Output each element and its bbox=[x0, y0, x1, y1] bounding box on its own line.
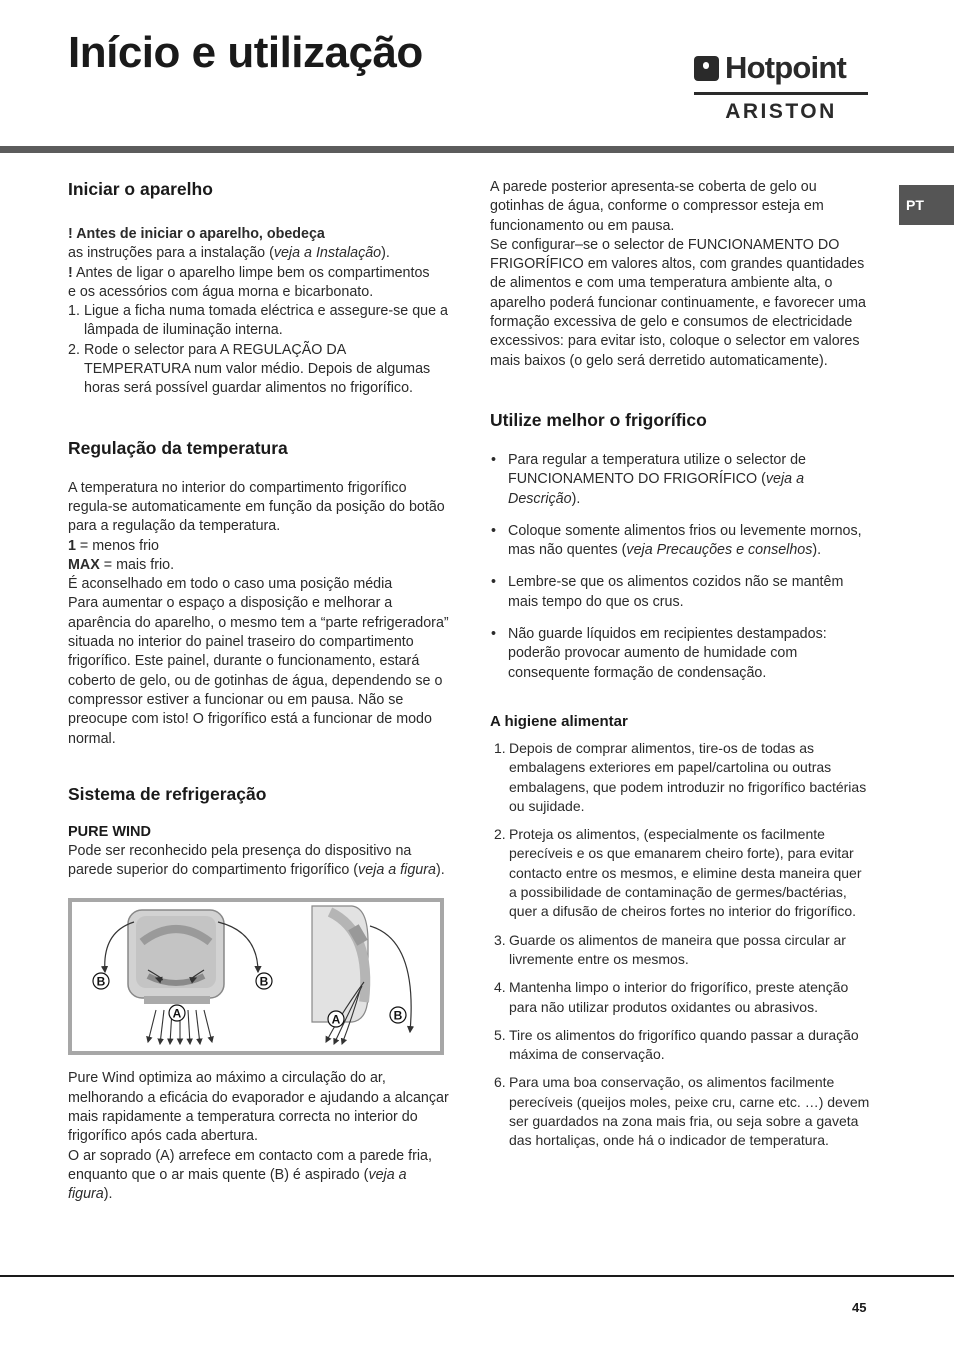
airflow-diagram bbox=[72, 902, 440, 1051]
back-wall-paragraph: A parede posterior apresenta-se coberta de gelo ou gotinhas de água, conforme o compressor esteja em funcionamento ou em pausa. bbox=[490, 179, 824, 234]
warning-2-line2: e os acessórios com água morna e bicarbonato. bbox=[68, 283, 374, 300]
item-text: Depois de comprar alimentos, tire-os de todas as embalagens exteriores em papel/cartolina ou outras embalagens, que podem introduzir no frigorífico bactérias ou sujidade. bbox=[509, 739, 867, 814]
pure-wind-intro-ref: veja a figura bbox=[358, 862, 436, 879]
setting-min-key: 1 bbox=[68, 537, 76, 554]
list-item bbox=[490, 1026, 870, 1065]
pure-wind-intro-text: Pode ser reconhecido pela presença do dispositivo na parede superior do compartimento frigorífico ( bbox=[68, 842, 412, 879]
label-a-front: A bbox=[172, 1006, 182, 1021]
step-text: Ligue a ficha numa tomada eléctrica e assegure-se que a lâmpada de iluminação interna. bbox=[84, 303, 448, 339]
selector-paragraph: Se configurar–se o selector de FUNCIONAMENTO DO FRIGORÍFICO em valores altos, com grandes quantidades de alimentos e com uma temperatura ambiente alta, o aparelho poderá funcionar continuamente, e favorecer uma formação excessiva de gelo e consumos de electricidade excessivos: para evitar isto, coloque o selector em valores mais baixos (o gelo será derretido automaticamente). bbox=[490, 236, 866, 369]
list-item bbox=[68, 341, 450, 399]
warning-1 bbox=[68, 225, 450, 264]
tip-ref: veja a Descrição bbox=[508, 471, 805, 507]
list-item bbox=[490, 573, 870, 612]
warning-2-mark: ! bbox=[68, 264, 73, 281]
temperature-paragraph: A temperatura no interior do compartimento frigorífico regula-se automaticamente em função da posição do botão para a regulação da temperatura. bbox=[68, 479, 445, 535]
item-text: Proteja os alimentos, (especialmente os facilmente perecíveis e os que emanarem cheiro forte), para evitar contacto entre os mesmos, e elimine desta maneira quer a possibilidade de contaminação de germes/bactérias, quer a difusão de cheiros fortes no interior do frigorífico. bbox=[509, 826, 862, 920]
list-item bbox=[490, 825, 870, 921]
logo-brand-name: Hotpoint bbox=[725, 50, 846, 85]
pure-wind-intro bbox=[68, 842, 450, 881]
pure-wind-subtitle: PURE WIND bbox=[68, 823, 151, 840]
list-item bbox=[490, 522, 870, 561]
header-divider-bar bbox=[0, 146, 954, 153]
advice-paragraph: É aconselhado em todo o caso uma posição média bbox=[68, 576, 393, 593]
step-text: Rode o selector para A REGULAÇÃO DA TEMPERATURA num valor médio. Depois de algumas horas será possível guardar alimentos no frigorífico. bbox=[84, 341, 431, 397]
item-number: 1. bbox=[494, 739, 506, 756]
tip-text: Lembre-se que os alimentos cozidos não se mantêm mais tempo do que os crus. bbox=[508, 574, 844, 610]
label-a-side: A bbox=[331, 1012, 341, 1027]
list-item bbox=[490, 739, 870, 816]
item-text: Tire os alimentos do frigorífico quando passar a duração máxima de conservação. bbox=[509, 1026, 859, 1063]
warning-1-bold: ! Antes de iniciar o aparelho, obedeça bbox=[68, 226, 325, 242]
warning-1-ref: veja a Instalação bbox=[273, 245, 382, 262]
list-item bbox=[490, 931, 870, 970]
item-number: 5. bbox=[494, 1026, 506, 1043]
logo-divider bbox=[694, 92, 868, 95]
setting-max bbox=[68, 556, 450, 575]
tip-ref: veja Precauções e conselhos bbox=[626, 542, 813, 559]
logo-sub-brand: ARISTON bbox=[725, 100, 837, 123]
tips-list bbox=[490, 451, 870, 683]
list-item bbox=[490, 625, 870, 683]
footer-divider bbox=[0, 1275, 954, 1277]
warning-1-end: ). bbox=[381, 245, 390, 262]
section-title-start: Iniciar o aparelho bbox=[68, 179, 213, 199]
label-b-right: B bbox=[259, 974, 269, 989]
pure-wind-benefit: Pure Wind optimiza ao máximo a circulação do ar, melhorando a eficácia do evaporador e ajudando a alcançar mais rapidamente a temperatura correcta no interior do frigorífico após cada abertura. bbox=[68, 1070, 449, 1145]
tip-end: ). bbox=[571, 490, 581, 507]
list-item bbox=[490, 978, 870, 1017]
pure-wind-airflow bbox=[68, 1147, 450, 1205]
hygiene-list bbox=[490, 739, 870, 1151]
tip-text: Para regular a temperatura utilize o selector de FUNCIONAMENTO DO FRIGORÍFICO ( bbox=[508, 451, 807, 488]
tip-text: Coloque somente alimentos frios ou levemente mornos, mas não quentes ( bbox=[508, 522, 862, 559]
fan-unit-side bbox=[312, 906, 368, 1022]
pure-wind-airflow-end: ). bbox=[103, 1186, 113, 1203]
setting-min bbox=[68, 537, 450, 556]
left-column bbox=[68, 178, 450, 1205]
warning-1-text: as instruções para a instalação ( bbox=[68, 245, 274, 262]
warning-2-text: Antes de ligar o aparelho limpe bem os compartimentos bbox=[72, 264, 430, 281]
pure-wind-figure bbox=[68, 898, 444, 1055]
setting-max-text: = mais frio. bbox=[99, 556, 175, 573]
step-number: 1. bbox=[68, 303, 80, 320]
list-item bbox=[490, 1073, 870, 1150]
item-text: Guarde os alimentos de maneira que possa circular ar livremente entre os mesmos. bbox=[509, 931, 846, 967]
pure-wind-airflow-ref: veja a figura bbox=[68, 1166, 407, 1203]
item-number: 4. bbox=[494, 979, 506, 996]
step-number: 2. bbox=[68, 341, 80, 358]
tip-text: Não guarde líquidos em recipientes destampados: poderão provocar aumento de humidade com consequente formação de condensação. bbox=[508, 626, 827, 681]
right-column bbox=[490, 178, 870, 1160]
item-number: 2. bbox=[494, 826, 506, 843]
label-b-side: B bbox=[393, 1008, 403, 1023]
section-title-cooling: Sistema de refrigeração bbox=[68, 783, 267, 804]
start-steps-list bbox=[68, 302, 450, 398]
label-b-left: B bbox=[96, 974, 106, 989]
page-title: Início e utilização bbox=[68, 28, 423, 77]
section-title-hygiene: A higiene alimentar bbox=[490, 712, 628, 730]
panel-paragraph: Para aumentar o espaço a disposição e melhorar a aparência do aparelho, o mesmo tem a “parte refrigeradora” situada no interior do painel traseiro do compartimento frigorífico. Este painel, durante o funcionamento, estará coberto de gelo, ou de gotinhas de água, dependendo se o compressor estiver a funcionar ou em pausa. Não se preocupe com isto! O frigorífico está a funcionar de modo normal. bbox=[68, 595, 449, 747]
warning-2 bbox=[68, 264, 450, 303]
section-title-temperature: Regulação da temperatura bbox=[68, 437, 288, 458]
list-item bbox=[68, 302, 450, 341]
setting-min-text: = menos frio bbox=[75, 537, 159, 554]
page-number: 45 bbox=[852, 1300, 867, 1315]
pure-wind-airflow-text: O ar soprado (A) arrefece em contacto com a parede fria, enquanto que o ar mais quente (B) é aspirado ( bbox=[68, 1147, 432, 1183]
item-number: 3. bbox=[494, 931, 506, 948]
setting-max-key: MAX bbox=[68, 556, 100, 573]
fan-unit-front bbox=[128, 910, 224, 1004]
item-number: 6. bbox=[494, 1074, 506, 1091]
language-tab: PT bbox=[899, 185, 954, 225]
pure-wind-intro-end: ). bbox=[435, 862, 445, 879]
list-item bbox=[490, 451, 870, 509]
tip-end: ). bbox=[812, 542, 822, 559]
logo-mark-icon bbox=[694, 56, 719, 81]
section-title-best-use: Utilize melhor o frigorífico bbox=[490, 409, 707, 430]
brand-logo bbox=[694, 52, 868, 124]
item-text: Mantenha limpo o interior do frigorífico, preste atenção para não utilizar produtos oxidantes ou abrasivos. bbox=[509, 979, 849, 1015]
item-text: Para uma boa conservação, os alimentos facilmente perecíveis (queijos moles, peixe cru, carne etc. …) devem ser guardados na zona mais fria, ou seja sobre a gaveta das hortaliças, onde há o indicador de temperatura. bbox=[509, 1074, 870, 1149]
